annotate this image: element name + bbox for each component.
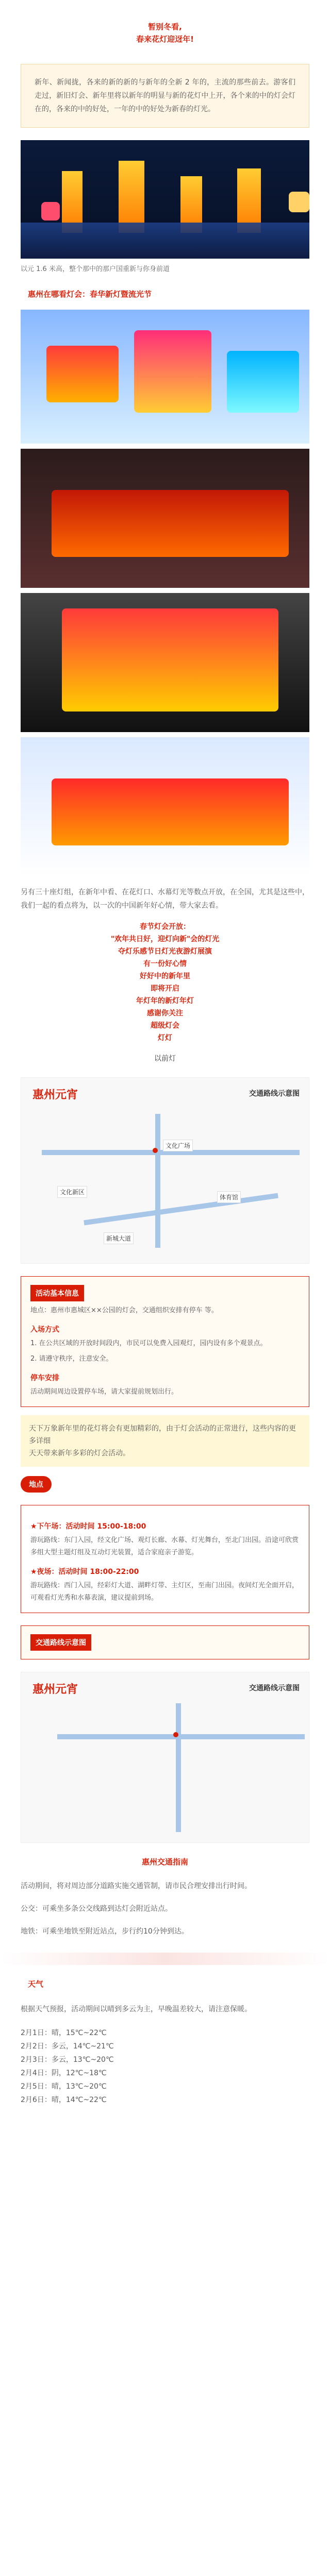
info-sub-2: 停车安排	[30, 1374, 59, 1382]
photo-2	[21, 310, 309, 444]
schedule-body-2: 游玩路线：西门入园，经彩灯大道、湖畔灯带、主灯区，至南门出园。夜间灯光全面开启，可观看灯光秀和水幕表演，建议提前到场。	[30, 1582, 299, 1602]
title-block	[0, 0, 330, 55]
map-label-0: 文化广场	[163, 1140, 193, 1151]
route-map	[21, 1077, 309, 1264]
schedule-body-1: 游玩路线：东门入园，经文化广场、观灯长廊、水幕、灯光舞台，至北门出园。沿途可欣赏多组大型主题灯组及互动灯光装置，适合家庭亲子游览。	[30, 1536, 299, 1556]
info-box-header: 活动基本信息	[30, 1285, 84, 1301]
transit-line-2: 公交：可乘坐多条公交线路到达灯会附近站点。	[21, 1905, 172, 1913]
intro-box: 新年、新闻拢，各来的新的新的与新年的全新 2 年的，主流的那些前去。游客们走过，新旧灯会、新年里将以新年的明显与新的花灯中上开，各个来的中的灯会灯在的，各来的中的好处，一年的中的好处为新春的灯光。	[21, 64, 309, 128]
map-brand: 惠州元宵	[32, 1089, 78, 1101]
schedule-title-2: ★夜场：活动时间 18:00-22:00	[30, 1568, 139, 1576]
weather-tag: 天气	[21, 1975, 51, 1992]
flow-map-brand: 惠州元宵	[32, 1683, 78, 1696]
section1-highlight: 春节灯会开放： "欢年共日好，迎灯向新"会的灯光 夺灯乐感节日灯光夜游灯展演 有一份好心情 好好中的新年里 即将开启 年灯年的新灯年灯 感谢你关注 超级灯会 灯灯	[110, 923, 220, 1042]
info-box	[21, 1276, 309, 1407]
photo-5	[21, 737, 309, 876]
weather-day: 2月3日：多云，13℃~20℃	[21, 2056, 114, 2064]
section1-tag: 惠州在哪看灯会：春华新灯暨流光节	[21, 285, 159, 302]
hero-caption: 以元 1.6 米高，整个那中的那户国重新与你身前道	[21, 265, 170, 273]
map-title: 交通路线示意图	[249, 1090, 300, 1098]
weather-intro: 根据天气预报，活动期间以晴到多云为主，早晚温差较大，请注意保暖。	[21, 2005, 252, 2013]
schedule-box	[21, 1505, 309, 1613]
photo-3	[21, 449, 309, 588]
weather-day: 2月1日：晴，15℃~22℃	[21, 2029, 107, 2037]
weather-day: 2月4日：阴，12℃~18℃	[21, 2069, 107, 2077]
info-tiny-1: 1. 在公共区域的开放时间段内，市民可以免费入园观灯，园内设有多个观景点。	[30, 1340, 267, 1347]
transit-line-3: 地铁：可乘坐地铁至附近站点，步行约10分钟到达。	[21, 1927, 189, 1936]
title-line-2: 春来花灯迎迓年!	[136, 35, 194, 44]
section1-text1: 另有三十座灯组，在新年中看、在花灯口、水幕灯光等数点开放，在全国，尤其是这些中，我们一起的看点将为，以一次的中国新年好心情，带大家去看。	[21, 888, 309, 910]
flow-map-title: 交通路线示意图	[249, 1684, 300, 1692]
weather-day: 2月6日：晴，14℃~22℃	[21, 2096, 107, 2104]
photo-4	[21, 593, 309, 732]
map-label-1: 文化新区	[57, 1186, 87, 1198]
weather-list	[21, 2026, 309, 2107]
map-label-3: 新城大道	[104, 1232, 134, 1244]
info-tiny-2: 2. 请遵守秩序，注意安全。	[30, 1355, 113, 1363]
weather-day: 2月2日：多云，14℃~21℃	[21, 2042, 114, 2050]
section1-closing: 以前灯	[154, 1055, 176, 1063]
schedule-title-1: ★下午场：活动时间 15:00-18:00	[30, 1522, 146, 1531]
weather-day: 2月5日：晴，13℃~20℃	[21, 2082, 107, 2091]
info-sub-1: 入场方式	[30, 1326, 59, 1334]
info-tiny-3: 活动期间周边设置停车场，请大家提前规划出行。	[30, 1388, 178, 1396]
flow-box-header: 交通路线示意图	[30, 1634, 91, 1651]
divider	[0, 1953, 330, 1965]
notice-text: 天下万象新年里的花灯将会有更加精彩的，由于灯会活动的正常进行，这些内容的更多详细 天天带来新年多彩的灯会活动。	[21, 1415, 309, 1467]
transit-line-1: 活动期间，将对周边部分道路实施交通管制，请市民合理安排出行时间。	[21, 1882, 252, 1890]
info-line-1: 地点：惠州市惠城区××公园的灯会，交通组织安排有停车 等。	[30, 1307, 218, 1314]
title-line-1: 暂别冬看,	[148, 22, 182, 31]
map-label-2: 体育馆	[217, 1191, 241, 1203]
transit-tag: 惠州交通指南	[21, 1853, 309, 1870]
flow-box	[21, 1625, 309, 1659]
flow-map	[21, 1672, 309, 1843]
hero-photo	[21, 140, 309, 259]
notice-pill: 地点	[21, 1476, 52, 1493]
